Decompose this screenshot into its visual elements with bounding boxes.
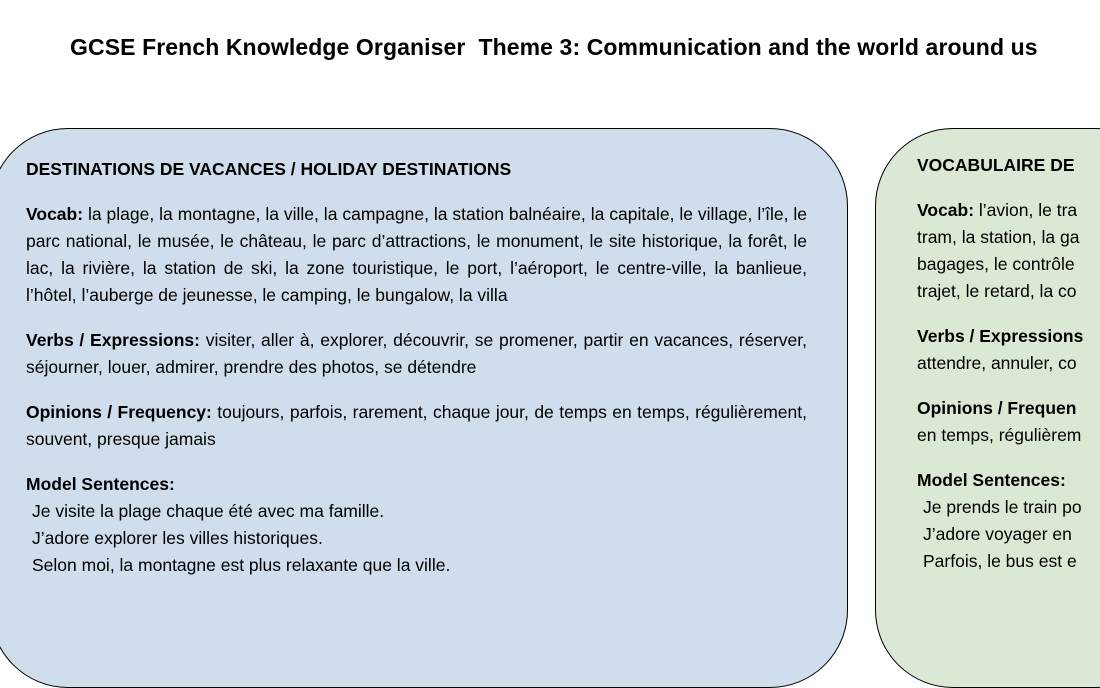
vocab-label: Vocab: xyxy=(917,200,975,220)
opinions-paragraph xyxy=(917,395,1100,449)
card-content xyxy=(26,156,807,579)
opinions-label: Opinions / Frequency: xyxy=(26,402,212,422)
model-sentences-label: Model Sentences: xyxy=(917,470,1066,490)
verbs-label: Verbs / Expressions xyxy=(917,326,1084,346)
opinions-text: toujours, parfois, rarement, chaque jour, de temps en temps, régulièrement, souvent, presque jamais xyxy=(26,402,807,449)
holiday-destinations-card xyxy=(0,128,848,688)
vocab-text: bagages, le contrôle xyxy=(917,254,1075,274)
vocab-paragraph xyxy=(917,197,1100,305)
vocab-text: tram, la station, la ga xyxy=(917,227,1080,247)
model-sentences xyxy=(917,467,1100,575)
model-sentence: Je prends le train po xyxy=(923,497,1082,517)
vocab-label: Vocab: xyxy=(26,204,84,224)
opinions-label: Opinions / Frequen xyxy=(917,398,1077,418)
card-content xyxy=(917,152,1100,575)
page-title: GCSE French Knowledge Organiser Theme 3: Communication and the world around us xyxy=(70,34,1038,60)
vocab-text: trajet, le retard, la co xyxy=(917,281,1077,301)
verbs-paragraph xyxy=(26,327,807,381)
verbs-paragraph xyxy=(917,323,1100,377)
model-sentence: Je visite la plage chaque été avec ma famille. xyxy=(32,501,385,521)
model-sentences xyxy=(26,471,807,579)
vocab-paragraph xyxy=(26,201,807,309)
model-sentence: Parfois, le bus est e xyxy=(923,551,1077,571)
travel-vocabulary-card xyxy=(875,128,1100,688)
verbs-text: attendre, annuler, co xyxy=(917,353,1077,373)
model-sentence: J’adore voyager en xyxy=(923,524,1072,544)
model-sentences-label: Model Sentences: xyxy=(26,474,175,494)
card-heading: VOCABULAIRE DE xyxy=(917,155,1075,175)
vocab-text: l’avion, le tra xyxy=(974,200,1078,220)
model-sentence: J’adore explorer les villes historiques. xyxy=(32,528,323,548)
verbs-text: visiter, aller à, explorer, découvrir, se promener, partir en vacances, réserver, séjourner, louer, admirer, prendre des photos, se détendre xyxy=(26,330,807,377)
model-sentence: Selon moi, la montagne est plus relaxante que la ville. xyxy=(32,555,451,575)
opinions-text: en temps, régulièrem xyxy=(917,425,1082,445)
opinions-paragraph xyxy=(26,399,807,453)
verbs-label: Verbs / Expressions: xyxy=(26,330,200,350)
vocab-text: la plage, la montagne, la ville, la campagne, la station balnéaire, la capitale, le village, l’île, le parc national, le musée, le château, le parc d’attractions, le monument, le site historique, la forêt, le lac, la rivière, la station de ski, la zone touristique, le port, l’aéroport, le centre-ville, la banlieue, l’hôtel, l’auberge de jeunesse, le camping, le bungalow, la villa xyxy=(26,204,807,305)
card-heading: DESTINATIONS DE VACANCES / HOLIDAY DESTINATIONS xyxy=(26,159,512,179)
